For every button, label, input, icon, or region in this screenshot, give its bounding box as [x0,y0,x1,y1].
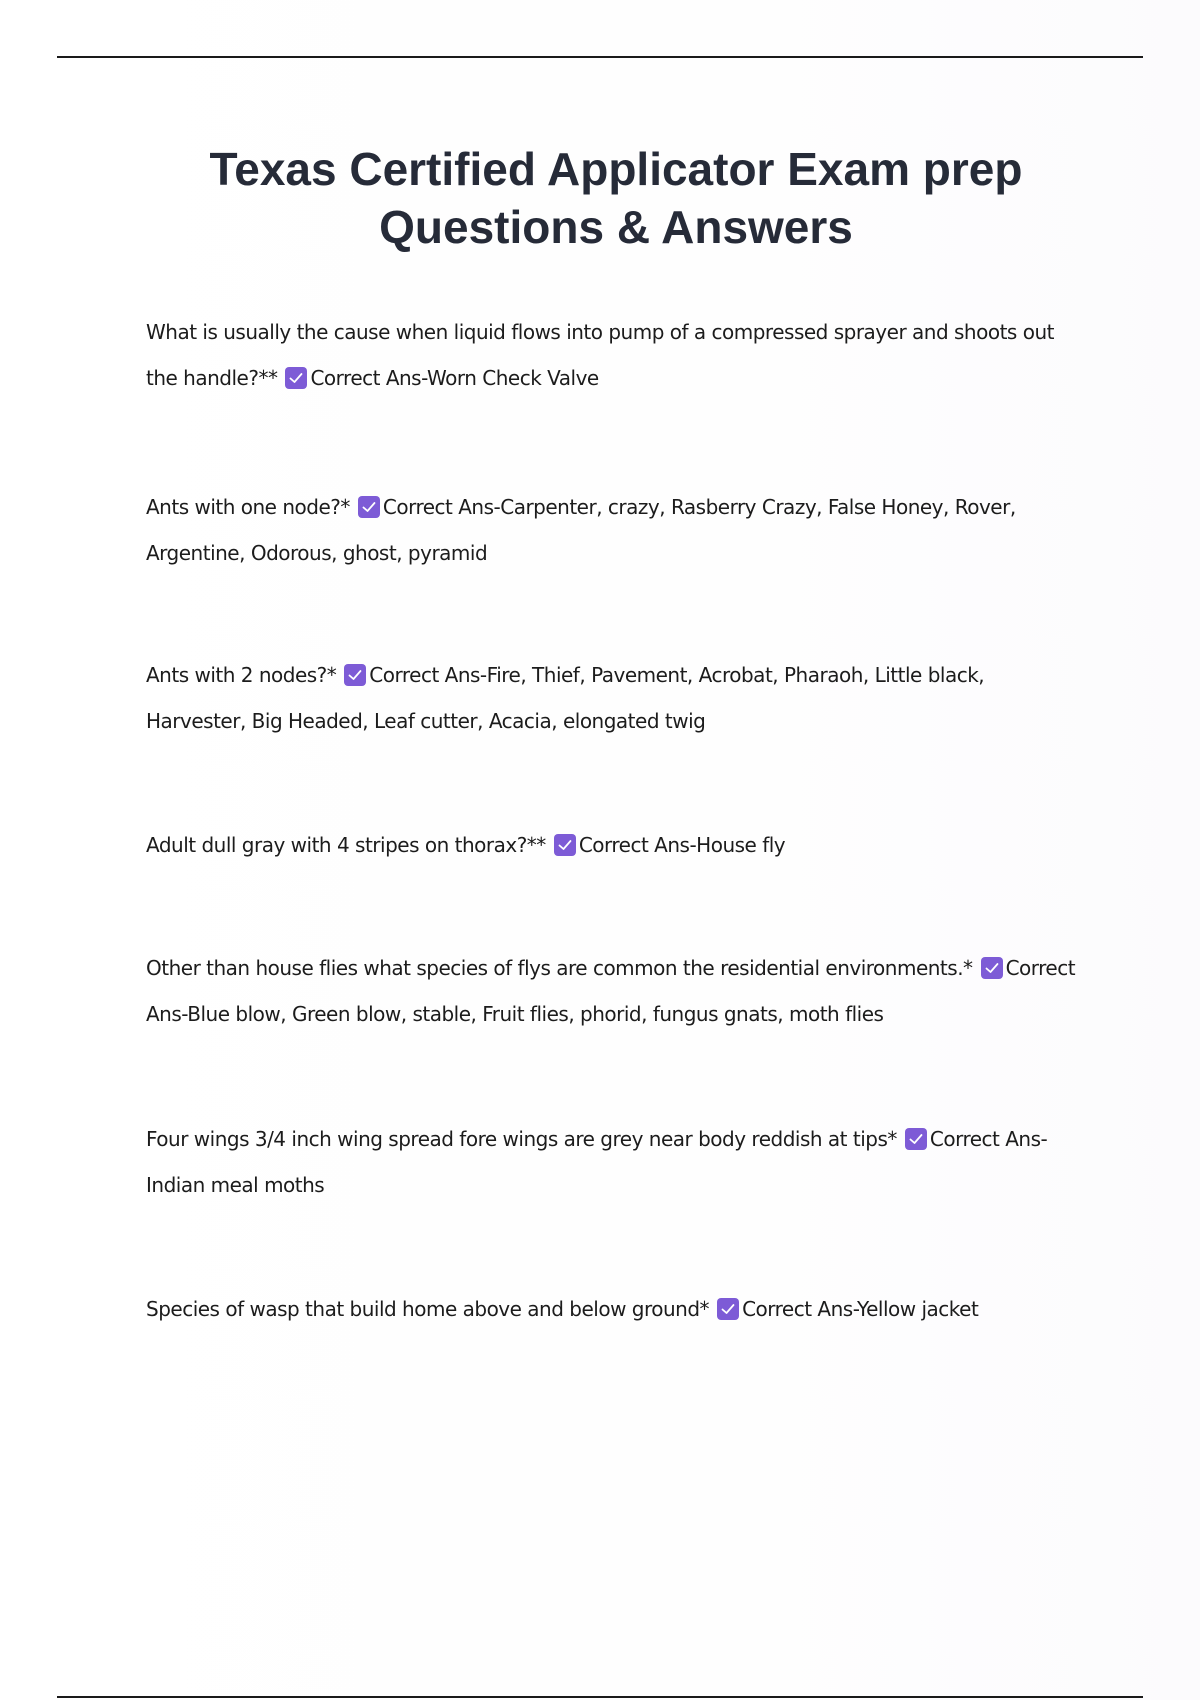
bottom-rule [57,1696,1143,1698]
question-text: Adult dull gray with 4 stripes on thorax?** [146,833,546,857]
answer-text: Correct Ans-Indian meal moths [146,1127,1048,1197]
document-title: Texas Certified Applicator Exam prep Questions & Answers [209,143,1023,253]
checkbox-checked-icon [285,367,307,389]
answer-text: Correct Ans-Blue blow, Green blow, stable, Fruit flies, phorid, fungus gnats, moth flies [146,956,1076,1026]
checkbox-checked-icon [717,1298,739,1320]
question-text: Species of wasp that build home above and below ground* [146,1297,710,1321]
qa-item [146,945,1086,1037]
qa-item [146,1286,1086,1332]
top-rule [57,56,1143,58]
qa-item [146,822,1086,868]
qa-item [146,1116,1086,1208]
answer-text: Correct Ans-House fly [578,833,786,857]
checkbox-checked-icon [358,496,380,518]
checkbox-checked-icon [981,957,1003,979]
qa-item [146,309,1086,401]
question-text: Ants with 2 nodes?* [146,663,337,687]
answer-text: Correct Ans-Worn Check Valve [310,366,599,390]
question-text: What is usually the cause when liquid flows into pump of a compressed sprayer and shoots out the handle?** [146,320,1054,390]
answer-text: Correct Ans-Fire, Thief, Pavement, Acrobat, Pharaoh, Little black, Harvester, Big Headed, Leaf cutter, Acacia, elongated twig [146,663,985,733]
checkbox-checked-icon [905,1128,927,1150]
checkbox-checked-icon [344,664,366,686]
qa-item [146,484,1086,576]
question-text: Ants with one node?* [146,495,350,519]
checkbox-checked-icon [554,834,576,856]
qa-item [146,652,1086,744]
question-text: Other than house flies what species of flys are common the residential environments.* [146,956,973,980]
answer-text: Correct Ans-Carpenter, crazy, Rasberry Crazy, False Honey, Rover, Argentine, Odorous, ghost, pyramid [146,495,1016,565]
question-text: Four wings 3/4 inch wing spread fore wings are grey near body reddish at tips* [146,1127,897,1151]
answer-text: Correct Ans-Yellow jacket [742,1297,979,1321]
